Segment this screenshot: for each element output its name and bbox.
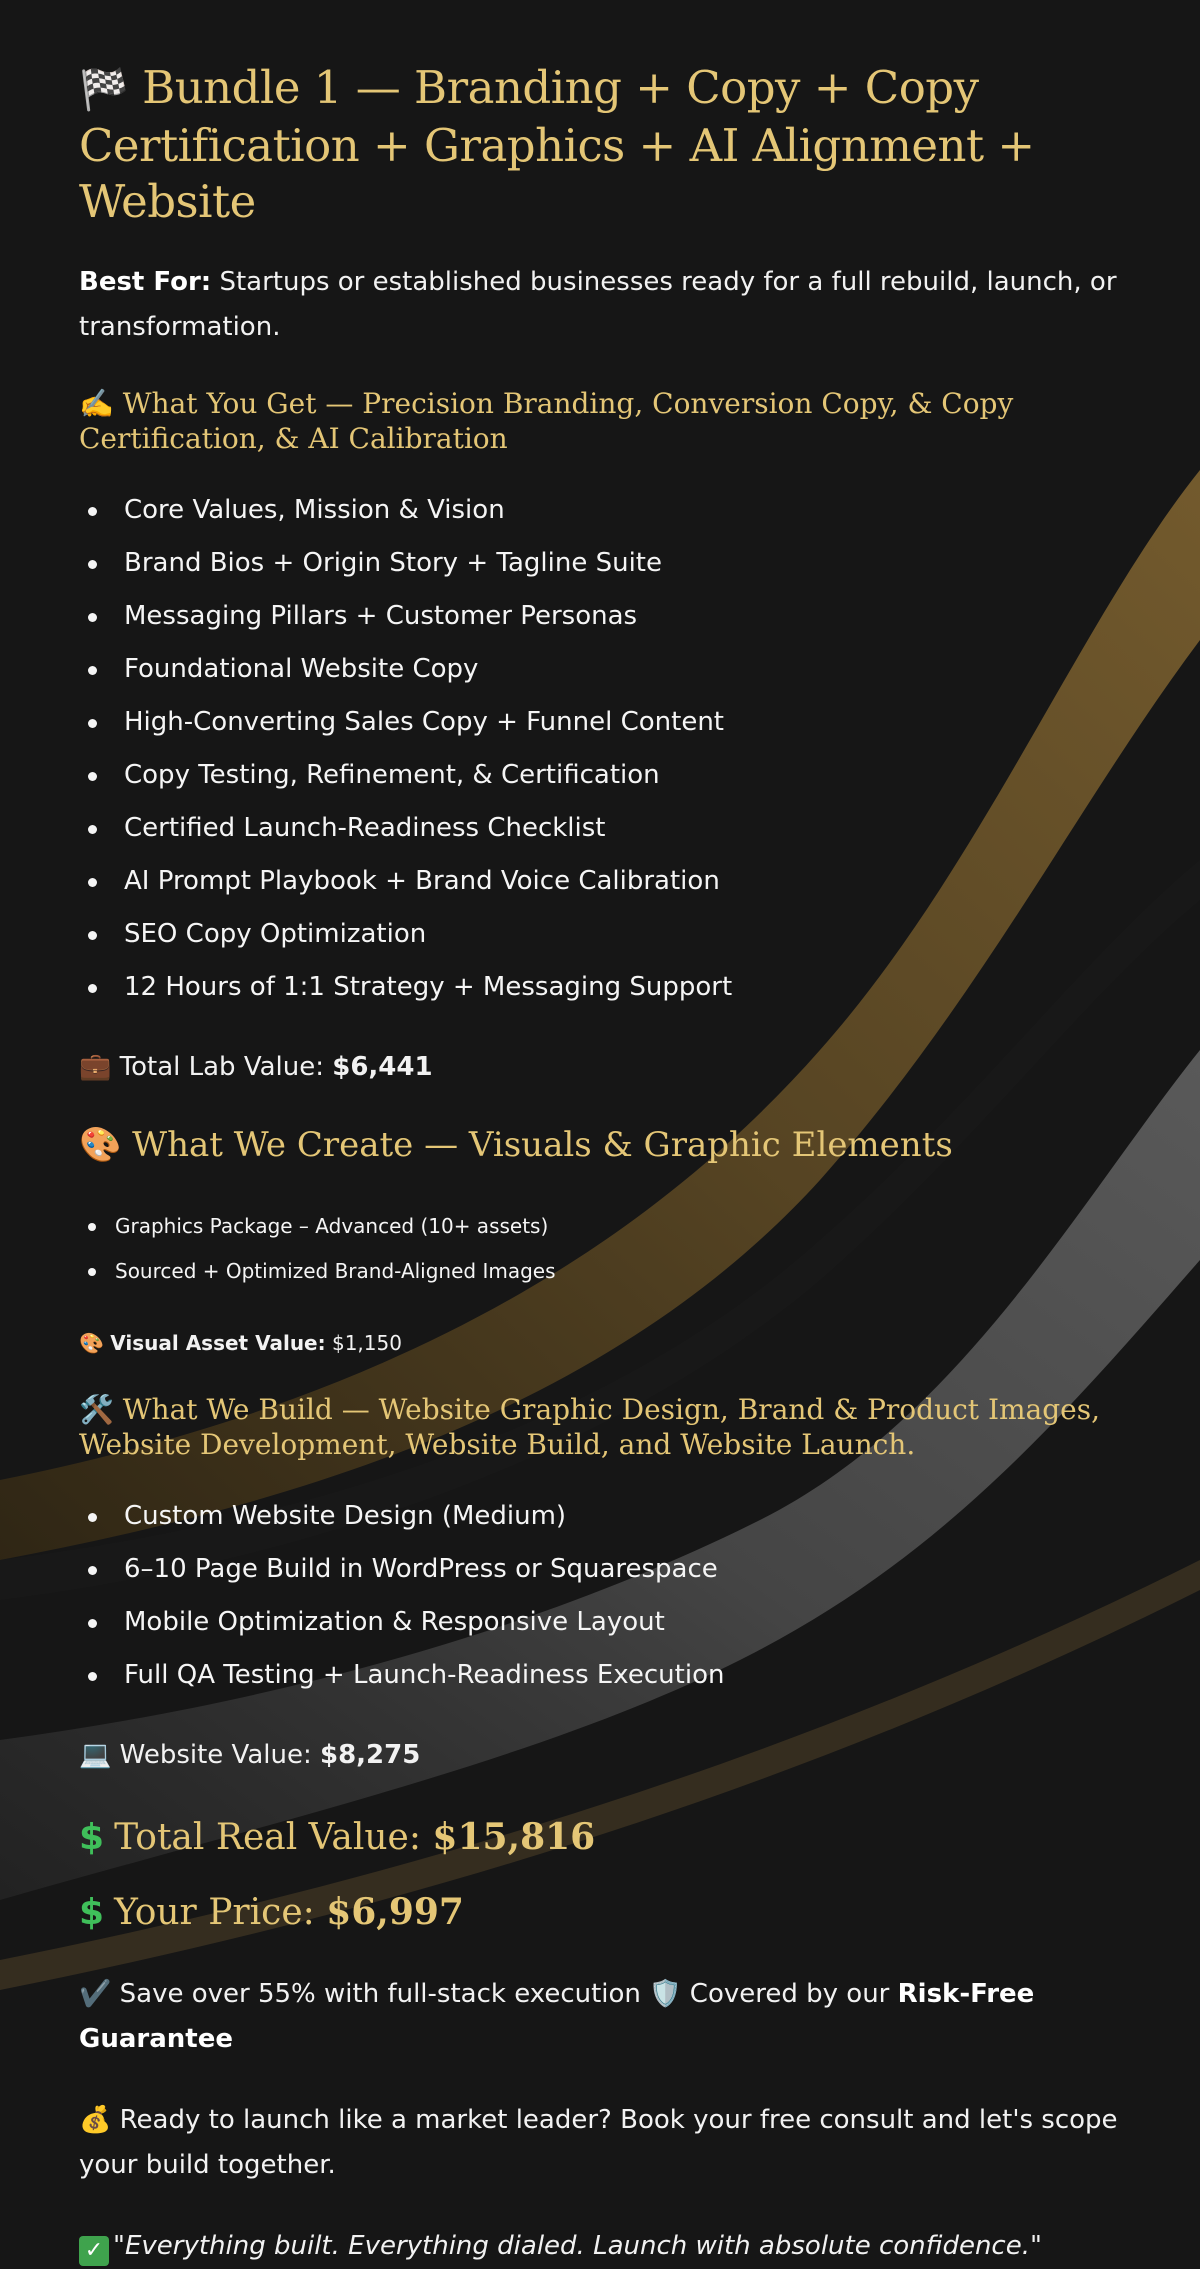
savings-paragraph	[79, 1972, 1139, 2062]
list-item: Full QA Testing + Launch-Readiness Execution	[79, 1649, 1139, 1702]
section-heading-text: What We Build — Website Graphic Design, Brand & Product Images, Website Development, Website Build, and Website Launch.	[79, 1393, 1101, 1461]
dollar-sign-icon: $	[79, 1892, 105, 1933]
briefcase-icon: 💼	[79, 1052, 112, 1082]
section-heading-text: What We Create — Visuals & Graphic Elements	[132, 1125, 953, 1165]
total-lab-value	[79, 1048, 1139, 1086]
cta-paragraph	[79, 2098, 1139, 2188]
quote-text: "Everything built. Everything dialed. Launch with absolute confidence."	[113, 2231, 1042, 2261]
section-heading-what-you-get	[79, 386, 1139, 456]
list-item: SEO Copy Optimization	[79, 908, 1139, 961]
palette-icon: 🎨	[79, 1331, 104, 1355]
tools-icon: 🛠️	[79, 1393, 114, 1426]
value-label: Visual Asset Value:	[110, 1331, 326, 1355]
section-heading-what-we-create	[79, 1124, 1139, 1166]
list-item: AI Prompt Playbook + Brand Voice Calibration	[79, 855, 1139, 908]
price-label: Your Price:	[114, 1892, 327, 1933]
best-for-text: Startups or established businesses ready for a full rebuild, launch, or transformation.	[79, 267, 1117, 342]
page-title	[79, 60, 1139, 230]
value-amount: $8,275	[319, 1740, 421, 1770]
website-value	[79, 1736, 1139, 1774]
list-item: Messaging Pillars + Customer Personas	[79, 590, 1139, 643]
list-item: Sourced + Optimized Brand-Aligned Images	[79, 1249, 1139, 1294]
list-item: Foundational Website Copy	[79, 643, 1139, 696]
list-item: Brand Bios + Origin Story + Tagline Suite	[79, 537, 1139, 590]
section-heading-text: What You Get — Precision Branding, Conversion Copy, & Copy Certification, & AI Calibration	[79, 387, 1014, 455]
list-item: 12 Hours of 1:1 Strategy + Messaging Support	[79, 961, 1139, 1014]
total-real-value	[79, 1812, 1139, 1863]
covered-text: Covered by our	[681, 1979, 898, 2009]
savings-text: Save over 55% with full-stack execution	[111, 1979, 650, 2009]
list-item: Copy Testing, Refinement, & Certification	[79, 749, 1139, 802]
laptop-icon: 💻	[79, 1740, 112, 1770]
total-amount: $15,816	[432, 1816, 596, 1858]
your-price	[79, 1887, 1139, 1938]
closing-quote	[79, 2224, 1139, 2269]
value-amount: $1,150	[325, 1331, 402, 1355]
check-mark-icon: ✔️	[79, 1979, 112, 2009]
check-box-icon: ✓	[79, 2236, 109, 2266]
list-item: Core Values, Mission & Vision	[79, 484, 1139, 537]
value-label: Total Lab Value:	[119, 1052, 333, 1082]
writing-hand-icon: ✍️	[79, 387, 114, 420]
guarantee-text: Risk-Free Guarantee	[79, 1979, 1035, 2054]
best-for-paragraph	[79, 260, 1139, 350]
value-amount: $6,441	[332, 1052, 433, 1082]
section-heading-what-we-build	[79, 1392, 1139, 1462]
what-we-build-list	[79, 1490, 1139, 1702]
list-item: Custom Website Design (Medium)	[79, 1490, 1139, 1543]
checkered-flag-icon: 🏁	[79, 67, 129, 113]
list-item: Graphics Package – Advanced (10+ assets)	[79, 1204, 1139, 1249]
what-you-get-list	[79, 484, 1139, 1014]
bundle-content	[79, 50, 1139, 2269]
price-amount: $6,997	[326, 1891, 464, 1933]
dollar-sign-icon: $	[79, 1817, 105, 1858]
money-bag-icon: 💰	[79, 2105, 112, 2135]
list-item: Certified Launch-Readiness Checklist	[79, 802, 1139, 855]
page-title-text: Bundle 1 — Branding + Copy + Copy Certification + Graphics + AI Alignment + Website	[79, 61, 1035, 228]
list-item: High-Converting Sales Copy + Funnel Content	[79, 696, 1139, 749]
palette-icon: 🎨	[79, 1125, 122, 1165]
total-label: Total Real Value:	[114, 1817, 433, 1858]
best-for-label: Best For:	[79, 267, 212, 297]
list-item: Mobile Optimization & Responsive Layout	[79, 1596, 1139, 1649]
value-label: Website Value:	[119, 1740, 320, 1770]
shield-icon: 🛡️	[649, 1979, 682, 2009]
cta-text: Ready to launch like a market leader? Book your free consult and let's scope your build together.	[79, 2105, 1118, 2180]
list-item: 6–10 Page Build in WordPress or Squarespace	[79, 1543, 1139, 1596]
visual-asset-value	[79, 1328, 1139, 1358]
what-we-create-list	[79, 1204, 1139, 1294]
